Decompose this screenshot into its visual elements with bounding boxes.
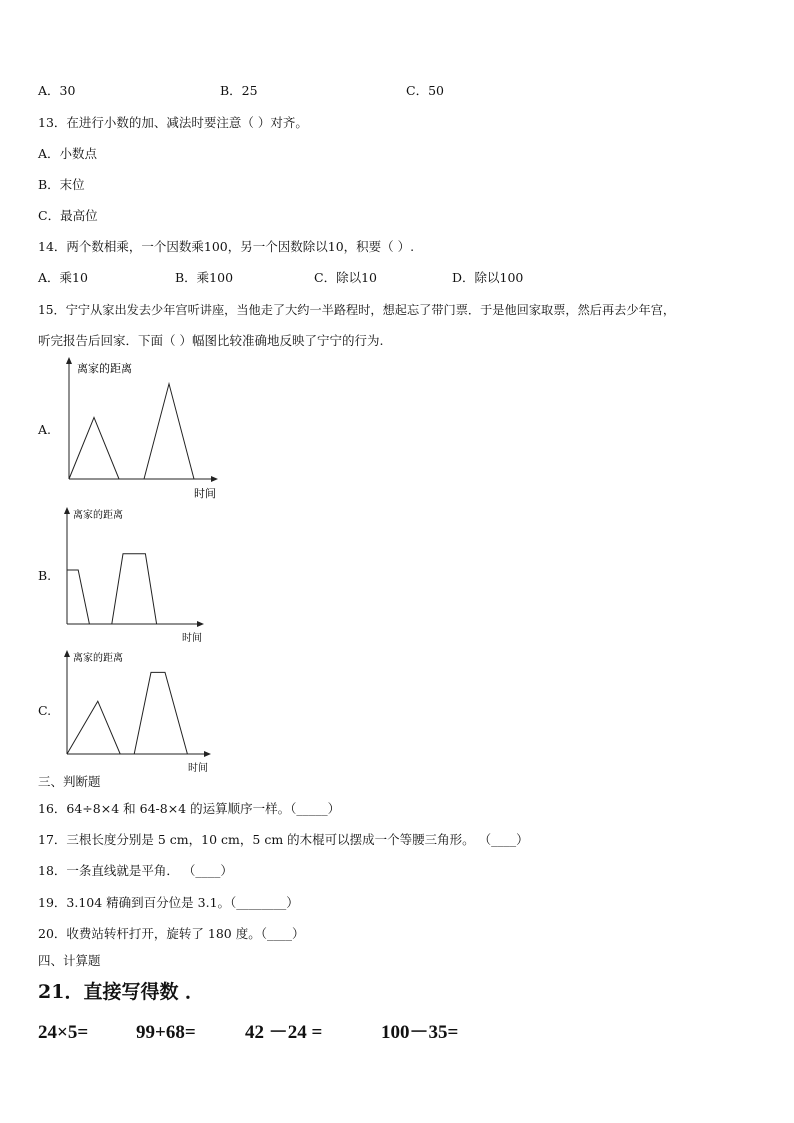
q17: 17．三根长度分别是 5 cm，10 cm，5 cm 的木棍可以摆成一个等腰三角形。 （____） (38, 832, 529, 847)
chart-b-x-arrow (197, 621, 204, 627)
q18: 18．一条直线就是平角． （____） (38, 863, 233, 878)
q16: 16．64÷8×4 和 64-8×4 的运算顺序一样。（_____） (38, 801, 341, 816)
chart-a-series-line (69, 384, 194, 479)
section-3-title: 三、判断题 (38, 774, 101, 789)
chart-a-y-arrow (66, 357, 72, 364)
q12-option-a[interactable]: A．30 (38, 83, 76, 98)
chart-b-y-arrow (64, 507, 70, 514)
q12-option-c[interactable]: C．50 (406, 83, 444, 98)
chart-c-series-line (67, 672, 187, 754)
calc-item-4: 100－35= (381, 1022, 459, 1043)
chart-a-ylabel: 离家的距离 (77, 362, 132, 375)
q14-option-b[interactable]: B．乘100 (175, 270, 234, 285)
chart-c-xlabel: 时间 (188, 763, 208, 774)
chart-a-xlabel: 时间 (194, 487, 216, 500)
section-4-title: 四、计算题 (38, 953, 101, 968)
calc-item-2: 99+68= (136, 1022, 196, 1043)
calc-item-3: 42 －24 = (245, 1022, 323, 1043)
q15-option-b[interactable]: B. (38, 568, 52, 583)
chart-b-xlabel: 时间 (182, 633, 202, 644)
chart-c-y-arrow (64, 650, 70, 657)
q21-stem: 21．直接写得数 ． (38, 981, 205, 1003)
q15-stem-line1: 15．宁宁从家出发去少年宫听讲座，当他走了大约一半路程时，想起忘了带门票．于是他回家取票，然后再去少年宫， (38, 303, 676, 317)
calc-item-1: 24×5= (38, 1022, 89, 1043)
chart-a (60, 355, 230, 505)
q14-option-a[interactable]: A．乘10 (38, 270, 88, 285)
q13-stem: 13．在进行小数的加、减法时要注意（ ）对齐。 (38, 115, 308, 130)
q13-option-b[interactable]: B．末位 (38, 177, 85, 192)
chart-c-x-arrow (204, 751, 211, 757)
q20: 20．收费站转杆打开，旋转了 180 度。（____） (38, 926, 305, 941)
q13-option-a[interactable]: A．小数点 (38, 146, 98, 161)
q13-option-c[interactable]: C．最高位 (38, 208, 98, 223)
q15-option-a[interactable]: A. (38, 422, 52, 437)
q12-option-b[interactable]: B．25 (220, 83, 258, 98)
chart-a-x-arrow (211, 476, 218, 482)
chart-c (58, 648, 228, 778)
q14-option-d[interactable]: D．除以100 (452, 270, 524, 285)
chart-c-ylabel: 离家的距离 (73, 653, 123, 664)
chart-b (58, 505, 218, 647)
chart-b-series-line (67, 554, 168, 624)
q15-stem-line2: 听完报告后回家．下面（ ）幅图比较准确地反映了宁宁的行为. (38, 333, 384, 348)
q15-option-c[interactable]: C. (38, 703, 52, 718)
q14-option-c[interactable]: C．除以10 (314, 270, 377, 285)
q19: 19．3.104 精确到百分位是 3.1。（________） (38, 895, 299, 910)
q14-stem: 14．两个数相乘，一个因数乘100，另一个因数除以10，积要（ ）. (38, 239, 415, 254)
chart-b-ylabel: 离家的距离 (73, 510, 123, 521)
